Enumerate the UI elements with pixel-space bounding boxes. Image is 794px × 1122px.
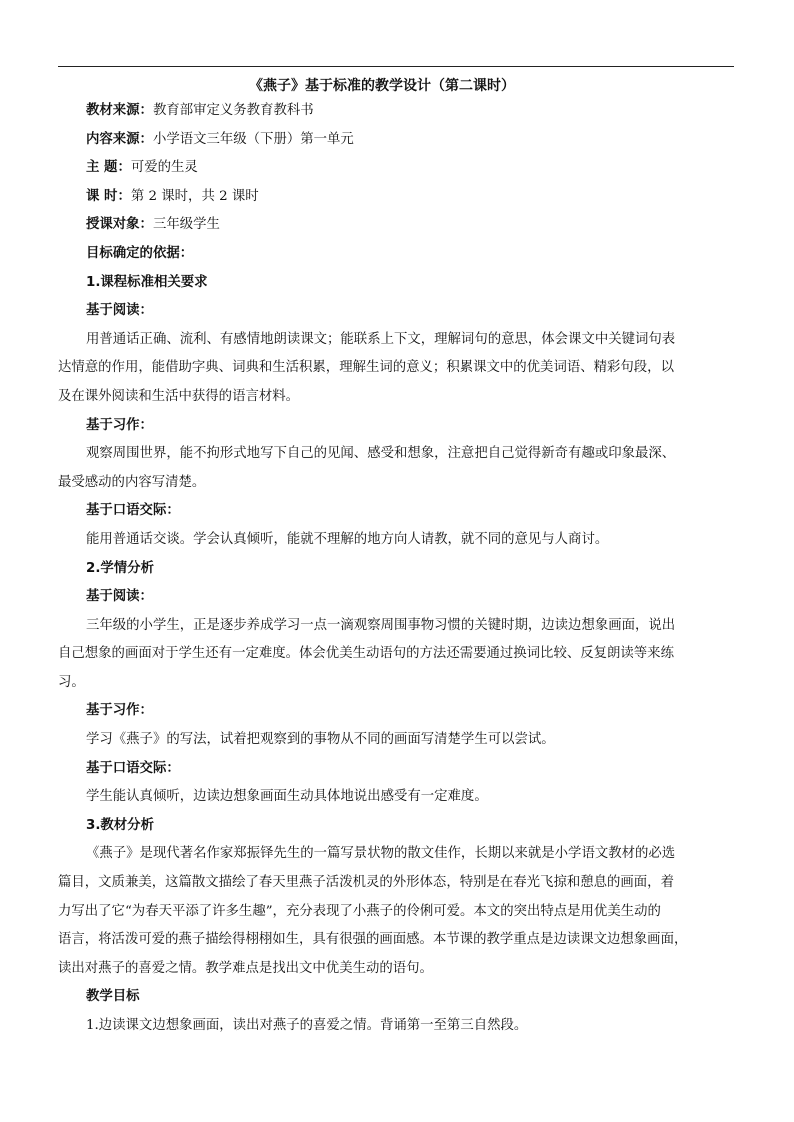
paragraph-line: 最受感动的内容写清楚。 bbox=[58, 474, 206, 490]
paragraph-line: 语言，将活泼可爱的燕子描绘得栩栩如生，具有很强的画面感。本节课的教学重点是边读课文边想象画面， bbox=[58, 932, 688, 948]
subsection-label: 基于口语交际： bbox=[86, 760, 180, 776]
basis-heading: 目标确定的依据： bbox=[86, 245, 194, 261]
paragraph bbox=[86, 526, 734, 555]
paragraph bbox=[58, 326, 734, 412]
paragraph bbox=[58, 840, 734, 983]
meta-value: 可爱的生灵 bbox=[130, 160, 198, 176]
paragraph-line: 学生能认真倾听，边读边想象画面生动具体地说出感受有一定难度。 bbox=[86, 789, 488, 805]
header-rule bbox=[58, 66, 734, 67]
meta-label: 教材来源： bbox=[86, 103, 153, 118]
subsection-label: 基于阅读： bbox=[86, 303, 153, 319]
goal-item: 1.边读课文边想象画面，读出对燕子的喜爱之情。背诵第一至第三自然段。 bbox=[86, 1018, 528, 1033]
section-heading: 教学目标 bbox=[86, 989, 140, 1005]
paragraph-line: 习。 bbox=[58, 674, 85, 690]
meta-label: 主 题： bbox=[86, 160, 131, 176]
meta-value: 三年级学生 bbox=[152, 217, 220, 233]
meta-label: 课 时： bbox=[86, 188, 131, 204]
meta-hours bbox=[86, 183, 734, 212]
meta-value: 教育部审定义务教育教科书 bbox=[152, 103, 314, 118]
subsection-label: 基于口语交际： bbox=[86, 503, 180, 519]
meta-audience bbox=[86, 211, 734, 240]
meta-value: 第 2 课时，共 2 课时 bbox=[130, 188, 259, 204]
meta-source bbox=[86, 97, 734, 126]
meta-theme bbox=[86, 154, 734, 183]
paragraph-line: 《燕子》是现代著名作家郑振铎先生的一篇写景状物的散文佳作，长期以来就是小学语文教材的必选 bbox=[86, 846, 676, 862]
document-title: 《燕子》基于标准的教学设计（第二课时） bbox=[249, 78, 515, 94]
paragraph-line: 用普通话正确、流利、有感情地朗读课文；能联系上下文，理解词句的意思，体会课文中关键词句表 bbox=[86, 331, 676, 347]
paragraph bbox=[58, 612, 734, 698]
section-heading: 3.教材分析 bbox=[86, 817, 154, 833]
meta-label: 内容来源： bbox=[86, 131, 153, 147]
paragraph-line: 三年级的小学生，正是逐步养成学习一点一滴观察周围事物习惯的关键时期，边读边想象画面，说出 bbox=[86, 617, 676, 633]
paragraph bbox=[58, 440, 734, 497]
paragraph-line: 篇目，文质兼美，这篇散文描绘了春天里燕子活泼机灵的外形体态，特别是在春光飞掠和憩息的画面，着 bbox=[58, 875, 674, 891]
meta-value: 小学语文三年级（下册）第一单元 bbox=[152, 131, 354, 147]
section-heading: 1.课程标准相关要求 bbox=[86, 274, 208, 290]
paragraph-line: 读出对燕子的喜爱之情。教学难点是找出文中优美生动的语句。 bbox=[58, 960, 433, 976]
document-body bbox=[58, 75, 734, 1041]
paragraph bbox=[86, 1012, 734, 1041]
subsection-label: 基于习作： bbox=[86, 417, 153, 433]
paragraph bbox=[86, 783, 734, 812]
paragraph-line: 及在课外阅读和生活中获得的语言材料。 bbox=[58, 388, 300, 404]
meta-label: 授课对象： bbox=[86, 217, 153, 233]
paragraph-line: 达情意的作用，能借助字典、词典和生活积累，理解生词的意义；积累课文中的优美词语、精彩句段，以 bbox=[58, 360, 674, 376]
paragraph-line: 观察周围世界，能不拘形式地写下自己的见闻、感受和想象，注意把自己觉得新奇有趣或印象最深、 bbox=[86, 446, 676, 462]
paragraph-line: 力写出了它“为春天平添了许多生趣”，充分表现了小燕子的伶俐可爱。本文的突出特点是用优美生动的 bbox=[58, 903, 661, 919]
paragraph bbox=[86, 726, 734, 755]
subsection-label: 基于习作： bbox=[86, 703, 153, 719]
paragraph-line: 能用普通话交谈。学会认真倾听，能就不理解的地方向人请教，就不同的意见与人商讨。 bbox=[86, 531, 609, 547]
section-heading: 2.学情分析 bbox=[86, 560, 154, 576]
paragraph-line: 自己想象的画面对于学生还有一定难度。体会优美生动语句的方法还需要通过换词比较、反复朗读等来练 bbox=[58, 646, 674, 662]
meta-content bbox=[86, 126, 734, 155]
paragraph-line: 学习《燕子》的写法，试着把观察到的事物从不同的画面写清楚学生可以尝试。 bbox=[86, 732, 555, 748]
subsection-label: 基于阅读： bbox=[86, 589, 153, 605]
